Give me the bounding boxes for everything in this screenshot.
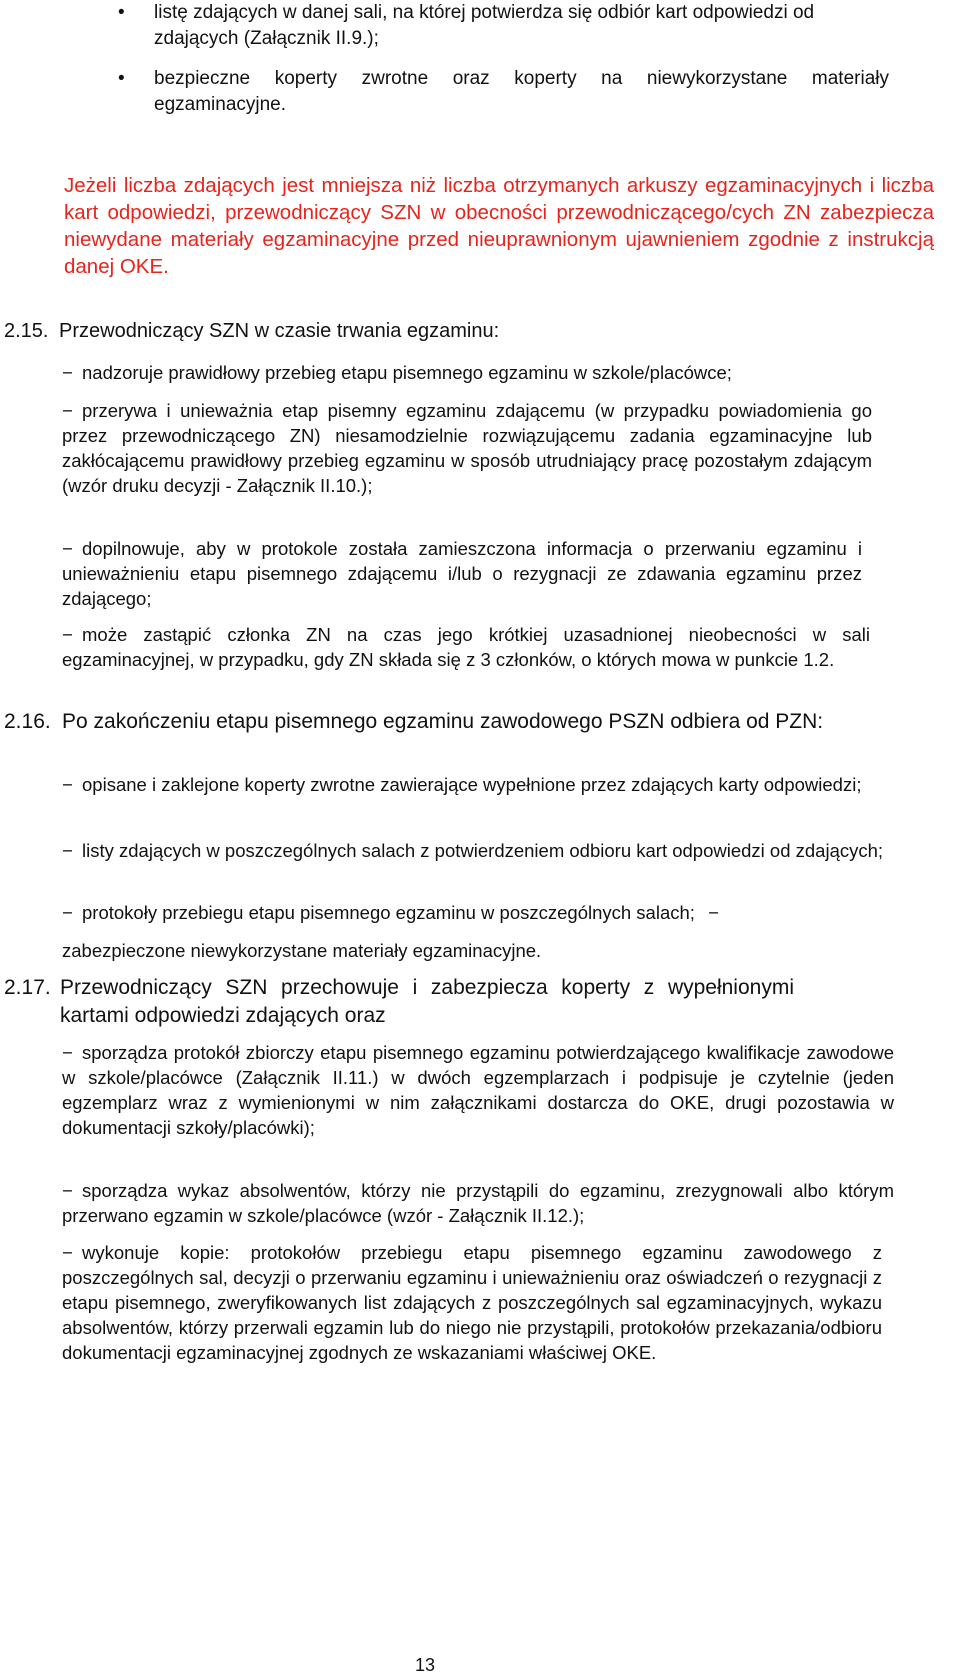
dash-icon: − [62,1242,73,1263]
bullet-icon: • [118,68,125,89]
section-2-17-heading [4,974,894,1030]
dash-icon: − [62,362,73,383]
bullet-text: bezpieczne koperty zwrotne oraz koperty na niewykorzystane materiały egzaminacyjne. [154,68,889,115]
notice-paragraph: Jeżeli liczba zdających jest mniejsza niż liczba otrzymanych arkuszy egzaminacyjnych i liczba kart odpowiedzi, przewodniczący SZN w obecności przewodniczącego/cych ZN zabezpiecza niewydane materiały egzaminacyjne przed nieuprawnionym ujawnieniem zgodnie z instrukcją danej OKE. [64,174,934,278]
bullet-item [110,0,889,52]
list-item [62,1178,894,1228]
list-item-text: sporządza wykaz absolwentów, którzy nie przystąpili do egzaminu, zrezygnowali albo którym przerwano egzamin w szkole/placówce (wzór - Załącznik II.12.); [62,1180,894,1226]
list-item-text: sporządza protokół zbiorczy etapu pisemnego egzaminu potwierdzającego kwalifikacje zawodowe w szkole/placówce (Załącznik II.11.) w dwóch egzemplarzach i podpisuje je czytelnie (jeden egzemplarz wraz z wymienionymi w nim załącznikami dostarcza do OKE, drugi pozostawia w dokumentacji szkoły/placówki); [62,1042,894,1138]
list-item [62,398,872,498]
section-title: Po zakończeniu etapu pisemnego egzaminu zawodowego PSZN odbiera od PZN: [62,710,824,733]
section-2-15-heading [4,318,934,345]
dash-icon: − [62,538,73,559]
section-number: 2.15. [4,320,49,342]
list-item [62,1040,894,1140]
section-number: 2.16. [4,710,51,733]
dash-icon: − [62,840,73,861]
list-item-text: protokoły przebiegu etapu pisemnego egzaminu w poszczególnych salach; [82,902,695,923]
list-item [62,772,894,797]
bullet-list [110,0,930,132]
list-item-text: wykonuje kopie: protokołów przebiegu etapu pisemnego egzaminu zawodowego z poszczególnych sal, decyzji o przerwaniu egzaminu i unieważnieniu oraz oświadczeń o rezygnacji z etapu pisemnego, zweryfikowanych list zdających z poszczególnych sal egzaminacyjnych, wykazu absolwentów, którzy przerwali egzamin lub do niego nie przystąpili, protokołów przekazania/odbioru dokumentacji egzaminacyjnej zgodnych ze wskazaniami właściwej OKE. [62,1242,882,1363]
dash-icon: − [62,774,73,795]
list-item-text: może zastąpić członka ZN na czas jego krótkiej uzasadnionej nieobecności w sali egzaminacyjnej, w przypadku, gdy ZN składa się z 3 członków, o których mowa w punkcie 1.2. [62,624,870,670]
dash-icon: − [62,624,73,645]
list-item-text: nadzoruje prawidłowy przebieg etapu pisemnego egzaminu w szkole/placówce; [82,362,732,383]
dash-icon: − [708,902,719,923]
section-2-16-heading [4,708,894,736]
section-number: 2.17. [4,976,51,999]
dash-icon: − [62,1180,73,1201]
list-item-text: listy zdających w poszczególnych salach z potwierdzeniem odbioru kart odpowiedzi od zdających; [82,840,884,861]
list-item-text: dopilnowuje, aby w protokole została zamieszczona informacja o przerwaniu egzaminu i unieważnieniu etapu pisemnego zdającemu i/lub o rezygnacji ze zdawania egzaminu przez zdającego; [62,538,862,609]
section-title: Przewodniczący SZN przechowuje i zabezpiecza koperty z wypełnionymi kartami odpowiedzi zdających oraz [60,976,794,1027]
bullet-item [110,66,889,118]
bullet-text: listę zdających w danej sali, na której potwierdza się odbiór kart odpowiedzi od zdających (Załącznik II.9.); [154,2,815,49]
dash-icon: − [62,400,73,421]
section-title: Przewodniczący SZN w czasie trwania egzaminu: [59,320,500,342]
list-item [62,938,894,963]
list-item-text: opisane i zaklejone koperty zwrotne zawierające wypełnione przez zdających karty odpowiedzi; [82,774,862,795]
list-item [62,622,870,672]
list-item [62,1240,882,1365]
dash-icon: − [62,902,73,923]
dash-icon: − [62,1042,73,1063]
list-item [62,900,894,925]
page-number: 13 [414,1655,436,1675]
list-item [62,360,932,385]
bullet-icon: • [118,2,125,23]
list-item [62,838,894,863]
list-item [62,536,862,611]
list-item-text: przerywa i unieważnia etap pisemny egzaminu zdającemu (w przypadku powiadomienia go przez przewodniczącego ZN) niesamodzielnie rozwiązującemu zadania egzaminacyjne lub zakłócającemu prawidłowy przebieg egzaminu w sposób utrudniający pracę pozostałym zdającym (wzór druku decyzji - Załącznik II.10.); [62,400,872,496]
list-item-text: zabezpieczone niewykorzystane materiały egzaminacyjne. [62,940,542,961]
